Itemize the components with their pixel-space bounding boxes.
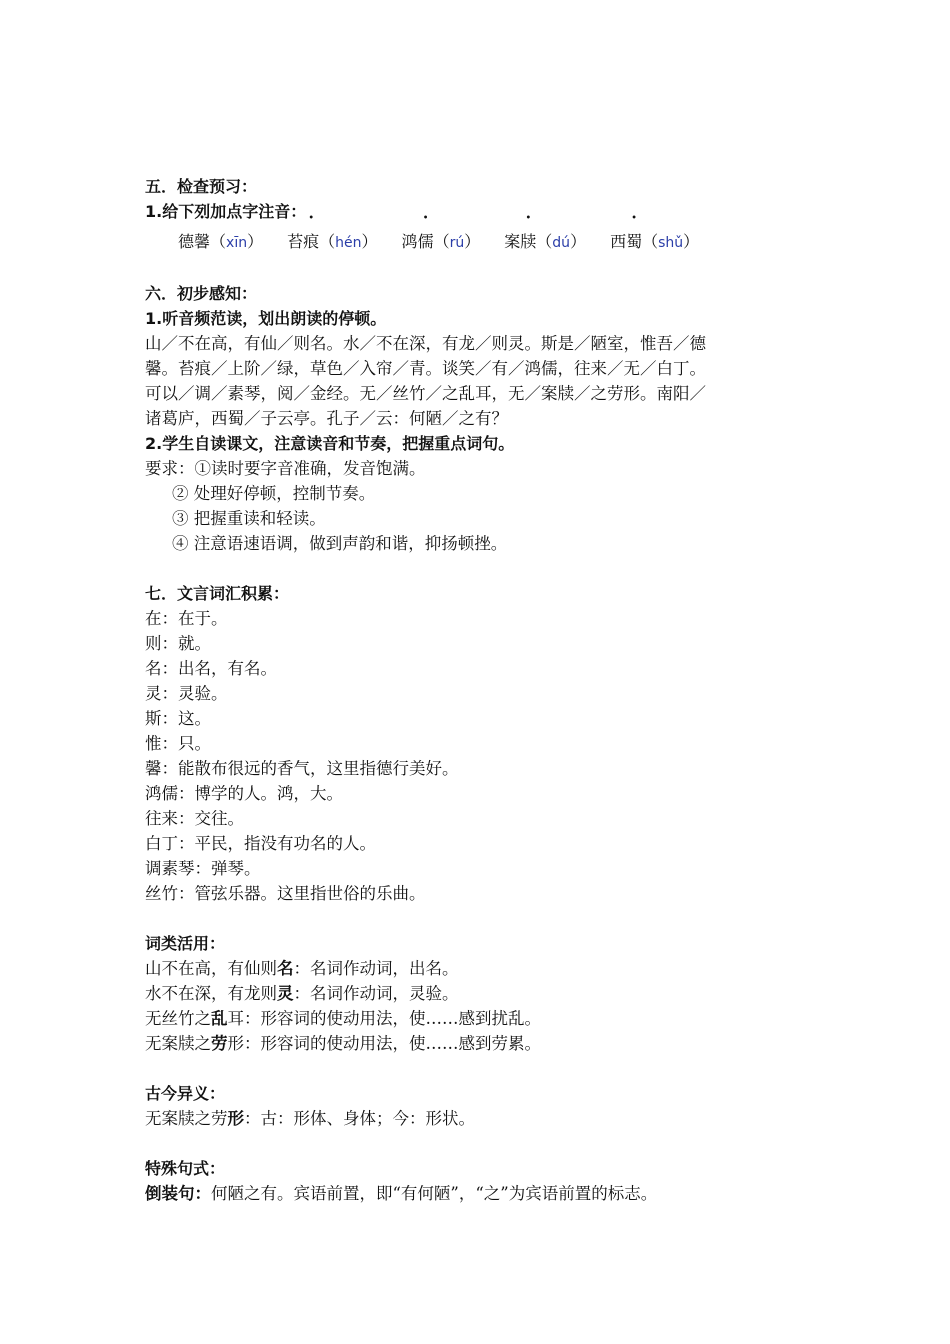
word-class-row: 山不在高，有仙则名：名词作动词，出名。 xyxy=(145,959,459,978)
pinyin-item: 苔痕（hén） xyxy=(287,232,378,251)
question-listen: 1.听音频范读，划出朗读的停顿。 xyxy=(145,309,387,328)
vocab-item: 在：在于。 xyxy=(145,609,228,628)
special-sentence-row: 倒装句：何陋之有。宾语前置，即“有何陋”，“之”为宾语前置的标志。 xyxy=(145,1184,658,1203)
pinyin-item: 案牍（dú） xyxy=(504,232,587,251)
section7-title: 七．文言词汇积累： xyxy=(145,584,290,603)
pinyin-item: 鸿儒（rú） xyxy=(401,232,481,251)
pinyin-list xyxy=(145,228,825,256)
requirement-item: ④ 注意语速语调，做到声韵和谐，抑扬顿挫。 xyxy=(172,534,508,553)
ancient-modern-title: 古今异义： xyxy=(145,1084,226,1103)
document-page xyxy=(145,174,825,1206)
pinyin-item: 德馨（xīn） xyxy=(178,232,264,251)
question-pinyin: 1.给下列加点字注音： xyxy=(145,202,307,221)
text-line: 馨。苔痕／上阶／绿，草色／入帘／青。谈笑／有／鸿儒，往来／无／白丁。 xyxy=(145,359,706,378)
requirement-item: ③ 把握重读和轻读。 xyxy=(172,509,326,528)
word-class-row: 水不在深，有龙则灵：名词作动词，灵验。 xyxy=(145,984,459,1003)
vocab-item: 则：就。 xyxy=(145,634,211,653)
pinyin-item: 西蜀（shǔ） xyxy=(610,232,700,251)
vocab-item: 往来：交往。 xyxy=(145,809,244,828)
vocab-item: 调素琴：弹琴。 xyxy=(145,859,261,878)
vocab-item: 惟：只。 xyxy=(145,734,211,753)
ancient-modern-row: 无案牍之劳形：古：形体、身体；今：形状。 xyxy=(145,1109,475,1128)
special-sentence-title: 特殊句式： xyxy=(145,1159,226,1178)
requirement-item: ② 处理好停顿，控制节奏。 xyxy=(172,484,376,503)
requirement-line: 要求：①读时要字音准确，发音饱满。 xyxy=(145,459,426,478)
vocab-item: 白丁：平民，指没有功名的人。 xyxy=(145,834,376,853)
section5-title: 五．检查预习： xyxy=(145,177,258,196)
vocab-item: 馨：能散布很远的香气，这里指德行美好。 xyxy=(145,759,459,778)
word-class-row: 无丝竹之乱耳：形容词的使动用法，使……感到扰乱。 xyxy=(145,1009,541,1028)
vocab-item: 鸿儒：博学的人。鸿，大。 xyxy=(145,784,343,803)
word-class-row: 无案牍之劳形：形容词的使动用法，使……感到劳累。 xyxy=(145,1034,541,1053)
text-line: 可以／调／素琴，阅／金经。无／丝竹／之乱耳，无／案牍／之劳形。南阳／ xyxy=(145,384,706,403)
vocab-item: 斯：这。 xyxy=(145,709,211,728)
vocab-item: 名：出名，有名。 xyxy=(145,659,277,678)
section6-title: 六．初步感知： xyxy=(145,284,258,303)
text-line: 山／不在高，有仙／则名。水／不在深，有龙／则灵。斯是／陋室，惟吾／德 xyxy=(145,334,706,353)
text-line: 诸葛庐，西蜀／子云亭。孔子／云：何陋／之有？ xyxy=(145,409,508,428)
question-self-read: 2.学生自读课文，注意读音和节奏，把握重点词句。 xyxy=(145,434,515,453)
vocab-item: 丝竹：管弦乐器。这里指世俗的乐曲。 xyxy=(145,884,426,903)
vocab-item: 灵：灵验。 xyxy=(145,684,228,703)
word-class-title: 词类活用： xyxy=(145,934,226,953)
